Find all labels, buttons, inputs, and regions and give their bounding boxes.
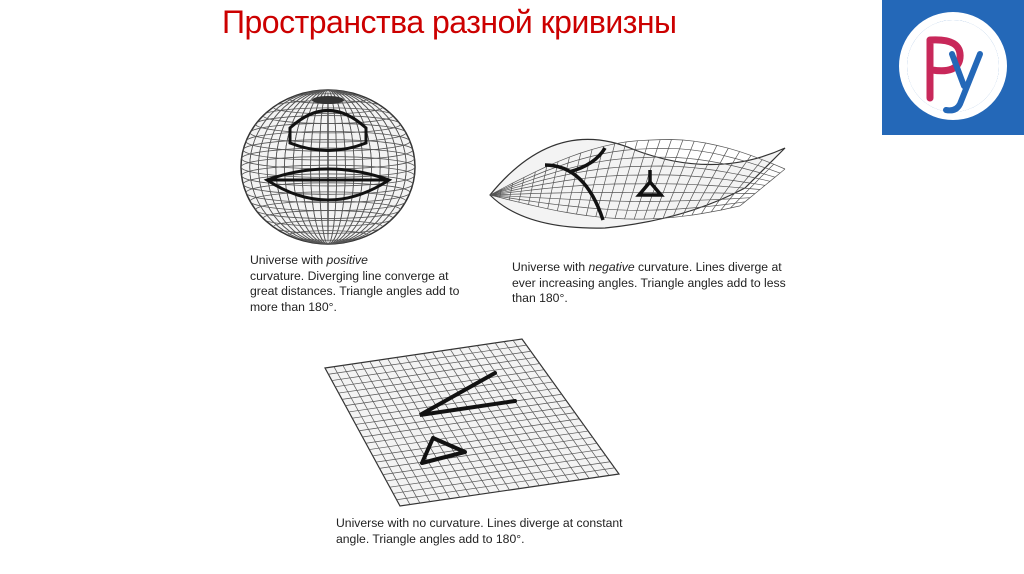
caption-negative-curvature: Universe with negative curvature. Lines diverge at ever increasing angles. Triangle angles add to less than 180°. <box>512 260 786 305</box>
flat-plane-diagram <box>322 336 622 511</box>
caption-positive-curvature: Universe with positive curvature. Diverging line converge at great distances. Triangle angles add to more than 180°. <box>250 253 460 314</box>
saddle-diagram <box>485 110 795 240</box>
page-title: Пространства разной кривизны <box>222 4 677 40</box>
logo-emblem <box>882 0 1024 135</box>
logo <box>882 0 1024 135</box>
sphere-diagram <box>235 88 425 248</box>
caption-no-curvature: Universe with no curvature. Lines diverge at constant angle. Triangle angles add to 180°. <box>336 516 623 546</box>
